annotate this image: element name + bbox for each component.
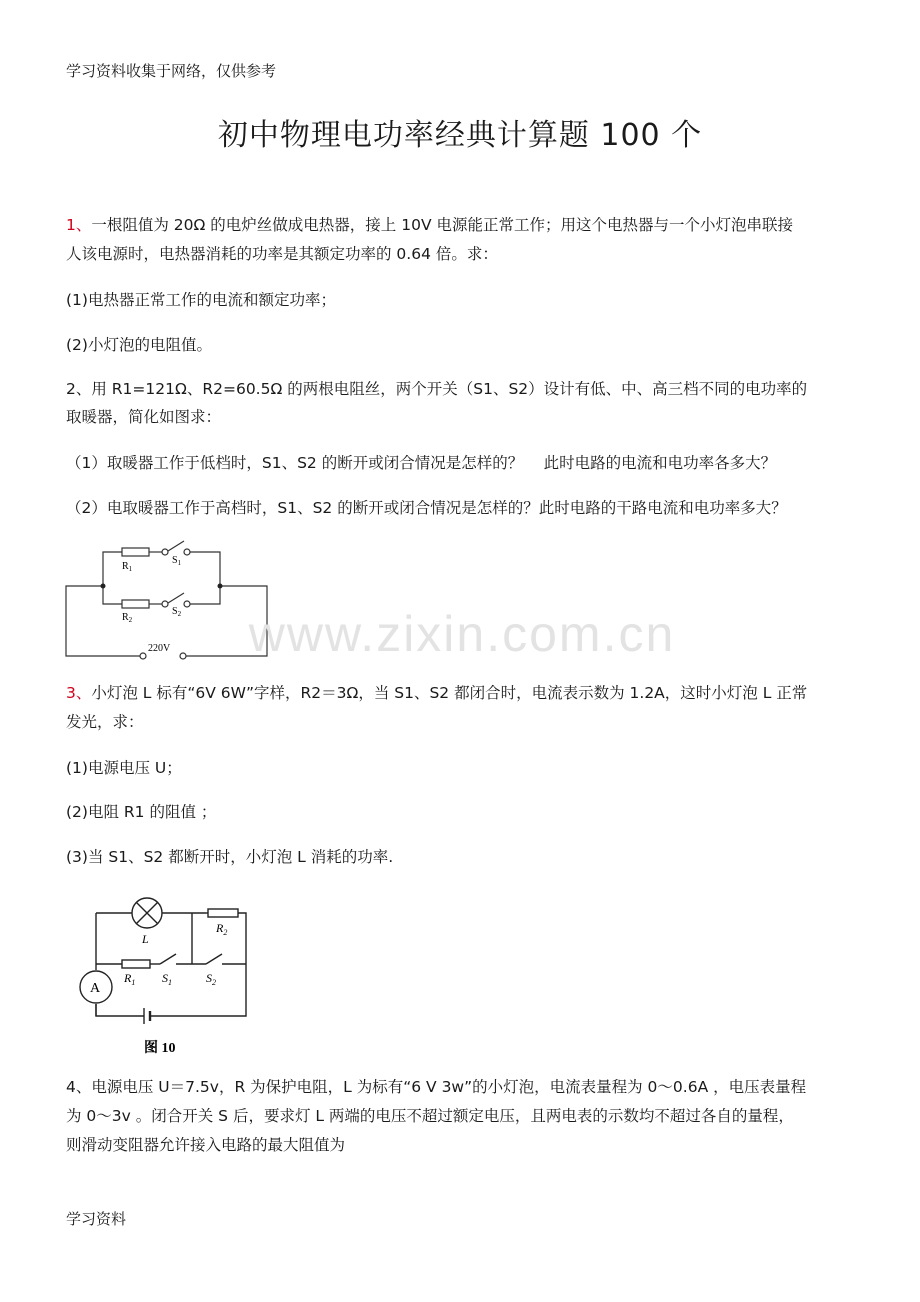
label-ammeter: A — [90, 981, 101, 996]
q1-line2: 人该电源时，电热器消耗的功率是其额定功率的 0.64 倍。求： — [66, 245, 498, 263]
q1-text-1: 一根阻值为 20Ω 的电炉丝做成电热器，接上 10V 电源能正常工作；用这个电热器与一个小灯泡串联接 — [91, 216, 793, 234]
q4-line2: 为 0～3v 。闭合开关 S 后，要求灯 L 两端的电压不超过额定电压，且两电表的示数均不超过各自的量程， — [66, 1107, 794, 1125]
label-s1: $S_1$ — [172, 555, 182, 567]
label-q3-r2: $R_2$ — [216, 921, 228, 937]
q3-line1 — [66, 682, 856, 704]
footer-note: 学习资料 — [66, 1210, 127, 1228]
q3-part2: (2)电阻 R1 的阻值 ； — [66, 803, 217, 821]
q4-line3: 则滑动变阻器允许接入电路的最大阻值为 — [66, 1136, 346, 1154]
label-r1: $R_1$ — [122, 561, 133, 573]
q2-part2: （2）电取暖器工作于高档时，S1、S2 的断开或闭合情况是怎样的？此时电路的干路电流和电功率多大？ — [66, 499, 787, 517]
q3-part3: (3)当 S1、S2 都断开时，小灯泡 L 消耗的功率. — [66, 848, 394, 866]
q2-line1: 2、用 R1=121Ω、R2=60.5Ω 的两根电阻丝，两个开关（S1、S2）设计有低、中、高三档不同的电功率的 — [66, 380, 808, 398]
q2-line2: 取暖器，简化如图求： — [66, 408, 222, 426]
q2-part1: （1）取暖器工作于低档时，S1、S2 的断开或闭合情况是怎样的？ 此时电路的电流和电功率各多大？ — [66, 454, 777, 472]
label-s2: $S_2$ — [172, 606, 182, 618]
q1-line1 — [66, 214, 856, 236]
page-title: 初中物理电功率经典计算题 100 个 — [217, 118, 703, 153]
label-lamp: L — [142, 932, 149, 946]
label-q3-r1: $R_1$ — [124, 971, 136, 987]
watermark: www.zixin.com.cn — [248, 606, 676, 662]
label-q3-s1: $S_1$ — [162, 971, 172, 987]
label-voltage: 220V — [148, 643, 171, 654]
q1-number: 1、 — [66, 216, 92, 234]
figure-caption: 图 10 — [144, 1041, 176, 1056]
label-r2: $R_2$ — [122, 612, 133, 624]
q3-text-1: 小灯泡 L 标有“6V 6W”字样，R2＝3Ω，当 S1、S2 都闭合时，电流表示数为 1.2A，这时小灯泡 L 正常 — [91, 684, 808, 702]
q1-part2: (2)小灯泡的电阻值。 — [66, 336, 212, 354]
q3-part1: (1)电源电压 U； — [66, 759, 182, 777]
q3-number: 3、 — [66, 684, 92, 702]
q4-line1: 4、电源电压 U＝7.5v，R 为保护电阻，L 为标有“6 V 3w”的小灯泡，电流表量程为 0～0.6A ，电压表量程 — [66, 1078, 807, 1096]
q1-part1: (1)电热器正常工作的电流和额定功率； — [66, 291, 336, 309]
q3-circuit-diagram — [76, 894, 256, 1060]
q3-line2: 发光，求： — [66, 713, 144, 731]
header-note: 学习资料收集于网络，仅供参考 — [66, 62, 277, 80]
label-q3-s2: $S_2$ — [206, 971, 216, 987]
